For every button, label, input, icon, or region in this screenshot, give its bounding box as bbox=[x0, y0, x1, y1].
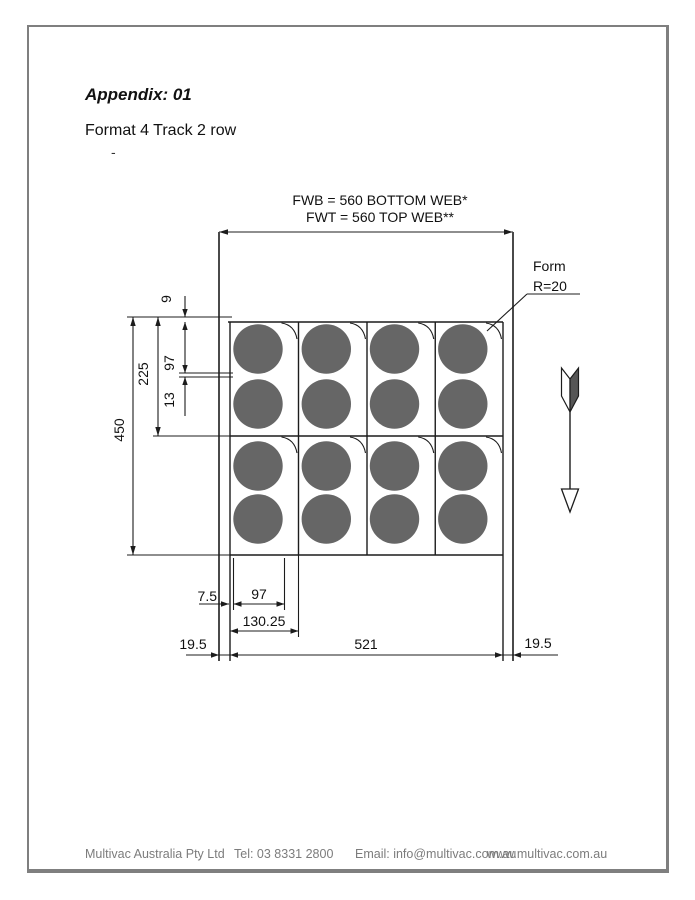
arrowhead bbox=[221, 601, 229, 606]
left-dimensions bbox=[111, 295, 188, 555]
arrowhead bbox=[234, 601, 242, 606]
corner-radius-mark bbox=[350, 437, 366, 453]
arrow-fletching-right bbox=[570, 368, 579, 412]
arrowhead bbox=[155, 427, 160, 436]
top-width-dimension bbox=[219, 192, 513, 235]
arrowhead bbox=[291, 628, 299, 633]
arrowhead bbox=[130, 546, 135, 555]
cavity-circle bbox=[370, 379, 419, 428]
cavity-circle bbox=[302, 494, 351, 543]
arrowhead bbox=[211, 652, 219, 657]
document-page bbox=[27, 25, 669, 873]
corner-radius-mark bbox=[418, 323, 434, 339]
cavity-circle bbox=[302, 441, 351, 490]
cavity-left-offset-label: 7.5 bbox=[197, 588, 217, 604]
arrow-head bbox=[562, 489, 579, 512]
corner-radius-mark bbox=[350, 323, 366, 339]
cavity-circles bbox=[233, 324, 487, 543]
stray-mark: - bbox=[111, 144, 116, 160]
left-web-margin-label: 19.5 bbox=[179, 636, 207, 652]
corner-radius-mark bbox=[418, 437, 434, 453]
form-label: Form bbox=[533, 258, 566, 274]
web-dim-label-2: FWT = 560 TOP WEB** bbox=[306, 209, 454, 225]
footer-company: Multivac Australia Pty Ltd bbox=[85, 847, 225, 861]
cavity-circle bbox=[438, 379, 487, 428]
web-dim-label-1: FWB = 560 BOTTOM WEB* bbox=[292, 192, 468, 208]
cavity-circle bbox=[233, 441, 282, 490]
arrowhead bbox=[230, 652, 238, 657]
cavity-circle bbox=[233, 494, 282, 543]
formed-width-label: 521 bbox=[354, 636, 378, 652]
cavity-width-label: 97 bbox=[251, 586, 267, 602]
bottom-dimensions bbox=[179, 555, 558, 658]
cavity-circle bbox=[370, 494, 419, 543]
cavity-circle bbox=[302, 324, 351, 373]
cavity-circle bbox=[233, 379, 282, 428]
arrowhead bbox=[182, 322, 187, 330]
page-title: Appendix: 01 bbox=[85, 85, 192, 104]
footer-website: www.multivac.com.au bbox=[487, 847, 608, 861]
arrowhead bbox=[130, 317, 135, 326]
form-radius-callout bbox=[487, 258, 580, 331]
callout-leader-line bbox=[487, 294, 527, 331]
cavity-circle bbox=[370, 441, 419, 490]
top-offset-label: 9 bbox=[158, 295, 174, 303]
right-web-margin-label: 19.5 bbox=[524, 635, 552, 651]
arrowhead bbox=[182, 365, 187, 373]
form-radius-label: R=20 bbox=[533, 278, 567, 294]
corner-radius-mark bbox=[282, 437, 298, 453]
format-pitch-label: 225 bbox=[135, 362, 151, 386]
footer-email: Email: info@multivac.com.au bbox=[355, 847, 517, 861]
direction-arrow bbox=[562, 368, 579, 512]
footer-phone: Tel: 03 8331 2800 bbox=[234, 847, 334, 861]
arrowhead bbox=[182, 377, 187, 385]
arrowhead bbox=[495, 652, 503, 657]
arrowhead bbox=[277, 601, 285, 606]
arrow-fletching-left bbox=[562, 368, 571, 412]
track-pitch-label: 130.25 bbox=[242, 613, 286, 629]
arrowhead bbox=[155, 317, 160, 326]
cavity-gap-label: 13 bbox=[161, 392, 177, 408]
arrowhead bbox=[513, 652, 521, 657]
total-height-label: 450 bbox=[111, 418, 127, 442]
arrowhead bbox=[230, 628, 238, 633]
arrowhead bbox=[504, 229, 513, 234]
cavity-circle bbox=[438, 441, 487, 490]
cavity-circle bbox=[370, 324, 419, 373]
cavity-circle bbox=[438, 324, 487, 373]
cavity-height-label: 97 bbox=[161, 355, 177, 371]
corner-radius-mark bbox=[486, 437, 502, 453]
arrowhead bbox=[182, 309, 187, 317]
cavity-circle bbox=[233, 324, 282, 373]
arrowhead bbox=[219, 229, 228, 234]
corner-radius-mark bbox=[282, 323, 298, 339]
cavity-circle bbox=[438, 494, 487, 543]
cavity-circle bbox=[302, 379, 351, 428]
format-subtitle: Format 4 Track 2 row bbox=[85, 122, 237, 139]
